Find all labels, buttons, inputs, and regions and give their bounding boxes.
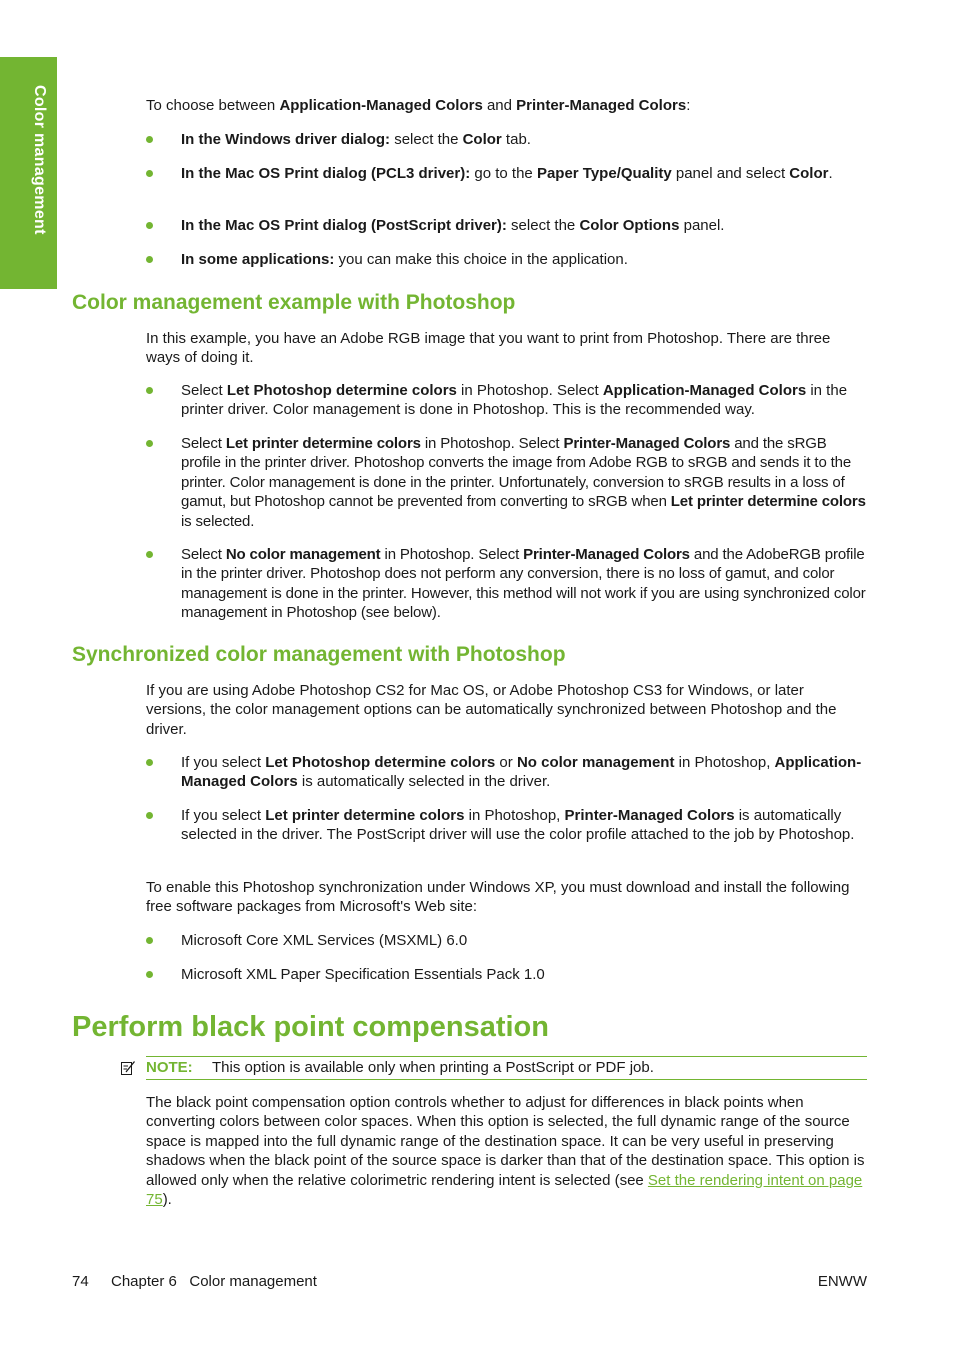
side-tab [0, 57, 57, 289]
section-heading-black-point: Perform black point compensation [72, 1011, 549, 1043]
bullet-icon [146, 222, 153, 229]
section-heading-photoshop-example: Color management example with Photoshop [72, 291, 516, 314]
bullet-icon [146, 937, 153, 944]
note-icon [120, 1060, 136, 1081]
section3-paragraph: The black point compensation option controls whether to adjust for differences in black points when converting colors between color spaces. When this option is selected, the full dynamic range of the source space is mapped into the full dynamic range of the destination space. It can be very useful in preserving shadows when the black point of the source space is darker than that of the destination space. This option is allowed only when the relative colorimetric rendering intent is selected (see Set the rendering intent on page 75). [146, 1094, 865, 1209]
intro-paragraph: To choose between Application-Managed Colors and Printer-Managed Colors: [146, 97, 691, 114]
side-tab-label: Color management [31, 85, 48, 235]
bullet-icon [146, 256, 153, 263]
footer-enww: ENWW [817, 1273, 867, 1290]
bullet-icon [146, 551, 153, 558]
section1-paragraph: In this example, you have an Adobe RGB image that you want to print from Photoshop. There are three ways of doing it. [146, 330, 831, 367]
section-heading-synchronized: Synchronized color management with Photoshop [72, 643, 566, 666]
note-label: NOTE: [146, 1059, 193, 1076]
page-number: 74 [72, 1273, 89, 1290]
bullet-icon [146, 971, 153, 978]
note-box [146, 1056, 867, 1080]
section2-paragraph: If you are using Adobe Photoshop CS2 for Mac OS, or Adobe Photoshop CS3 for Windows, or later versions, the color management options can be automatically synchronized between Photoshop and the driver. [146, 682, 837, 738]
bullet-icon [146, 440, 153, 447]
footer-chapter: Chapter 6 Color management [111, 1273, 317, 1290]
bullet-icon [146, 759, 153, 766]
note-text: This option is available only when printing a PostScript or PDF job. [212, 1059, 654, 1076]
bullet-icon [146, 812, 153, 819]
section2-paragraph-2: To enable this Photoshop synchronization under Windows XP, you must download and install the following free software packages from Microsoft's Web site: [146, 879, 850, 916]
bullet-icon [146, 136, 153, 143]
rendering-intent-link[interactable]: Set the rendering intent on page 75 [146, 1171, 863, 1209]
bullet-icon [146, 387, 153, 394]
bullet-icon [146, 170, 153, 177]
